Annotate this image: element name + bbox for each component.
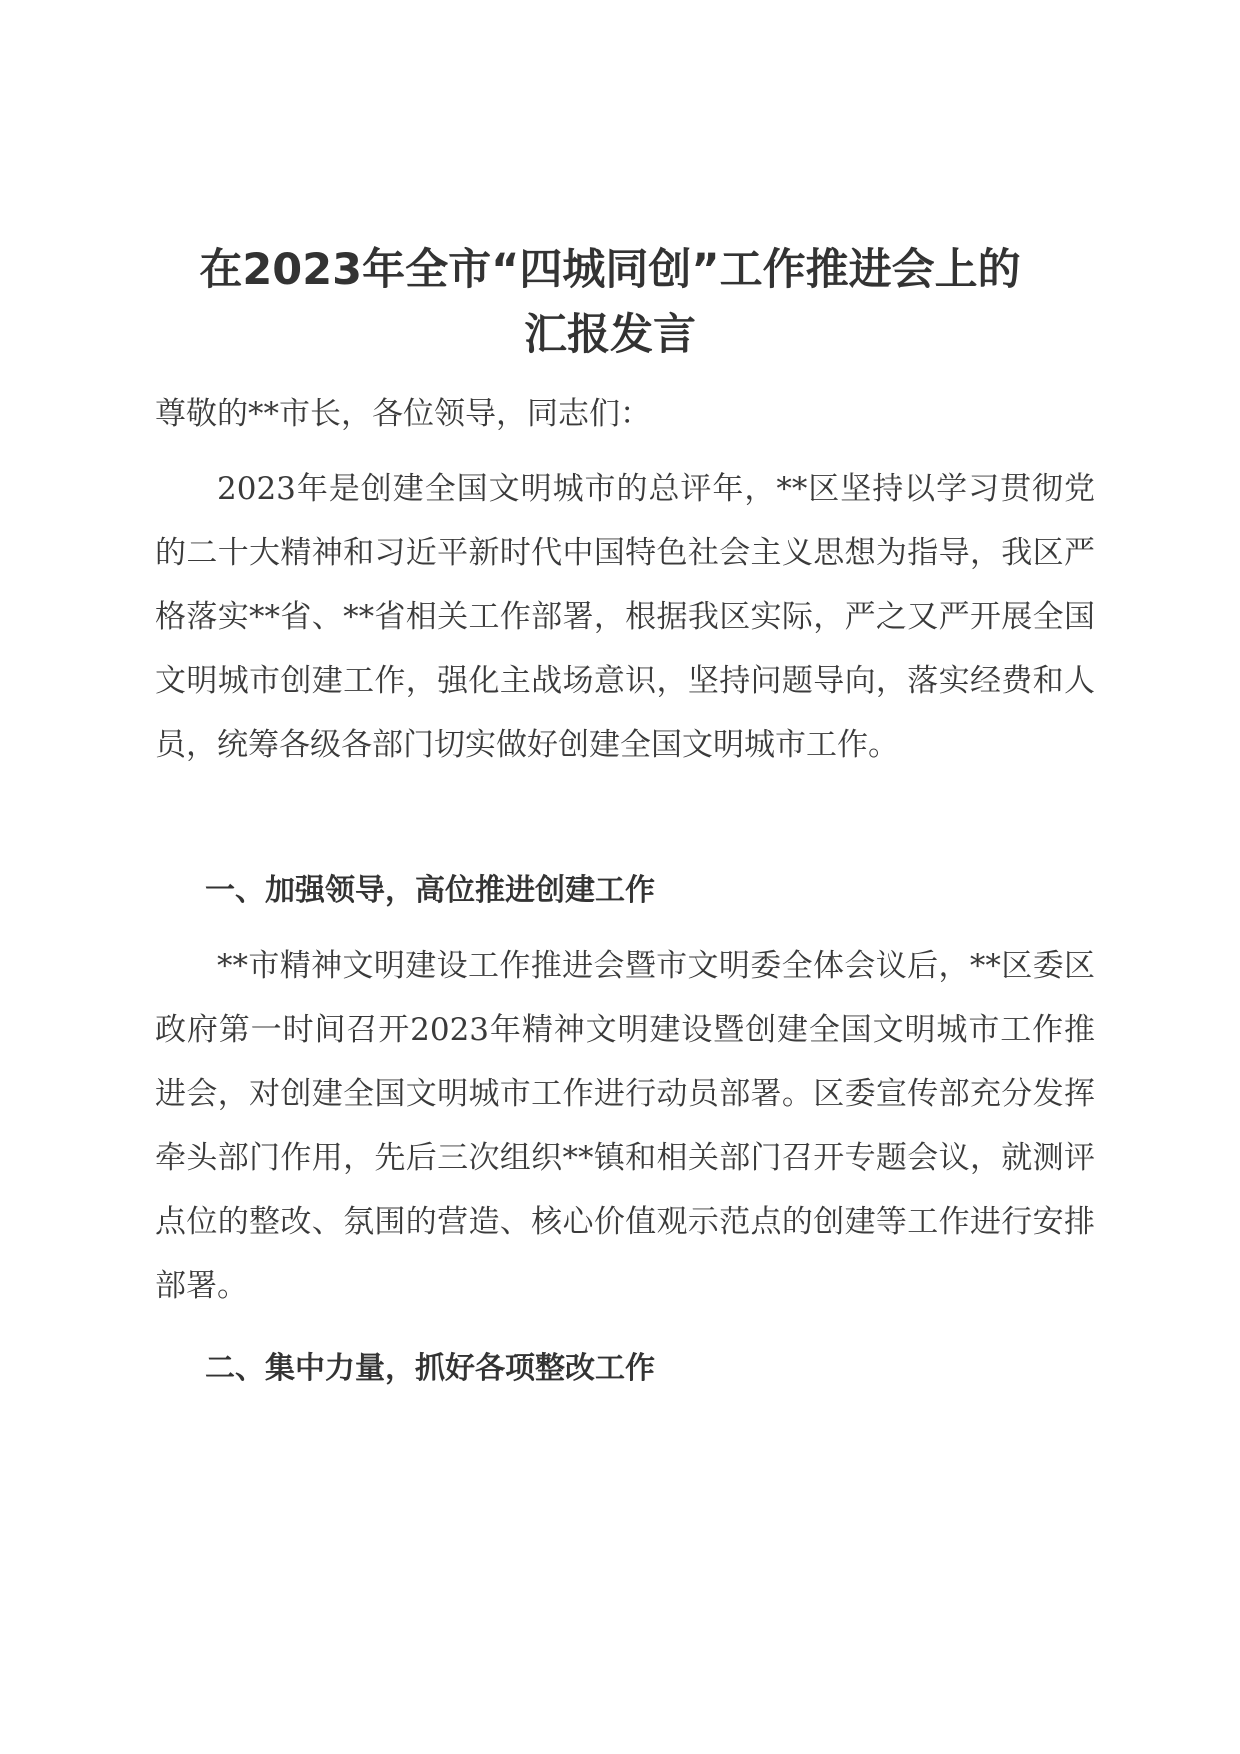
document-title-line-2: 汇报发言: [524, 310, 696, 360]
section-heading-2: 二、集中力量，抓好各项整改工作: [205, 1351, 655, 1386]
document-title-line-1: 在2023年全市“四城同创”工作推进会上的: [199, 245, 1021, 295]
salutation: 尊敬的**市长，各位领导，同志们：: [155, 396, 651, 432]
paragraph-intro: 2023年是创建全国文明城市的总评年，**区坚持以学习贯彻党的二十大精神和习近平新时代中国特色社会主义思想为指导，我区严格落实**省、**省相关工作部署，根据我区实际，严之又严开展全国文明城市创建工作，强化主战场意识，坚持问题导向，落实经费和人员，统筹各级各部门切实做好创建全国文明城市工作。: [155, 471, 1095, 763]
paragraph-section-1: **市精神文明建设工作推进会暨市文明委全体会议后，**区委区政府第一时间召开2023年精神文明建设暨创建全国文明城市工作推进会，对创建全国文明城市工作进行动员部署。区委宣传部充分发挥牵头部门作用，先后三次组织**镇和相关部门召开专题会议，就测评点位的整改、氛围的营造、核心价值观示范点的创建等工作进行安排部署。: [155, 948, 1095, 1304]
section-heading-1: 一、加强领导，高位推进创建工作: [205, 873, 655, 908]
